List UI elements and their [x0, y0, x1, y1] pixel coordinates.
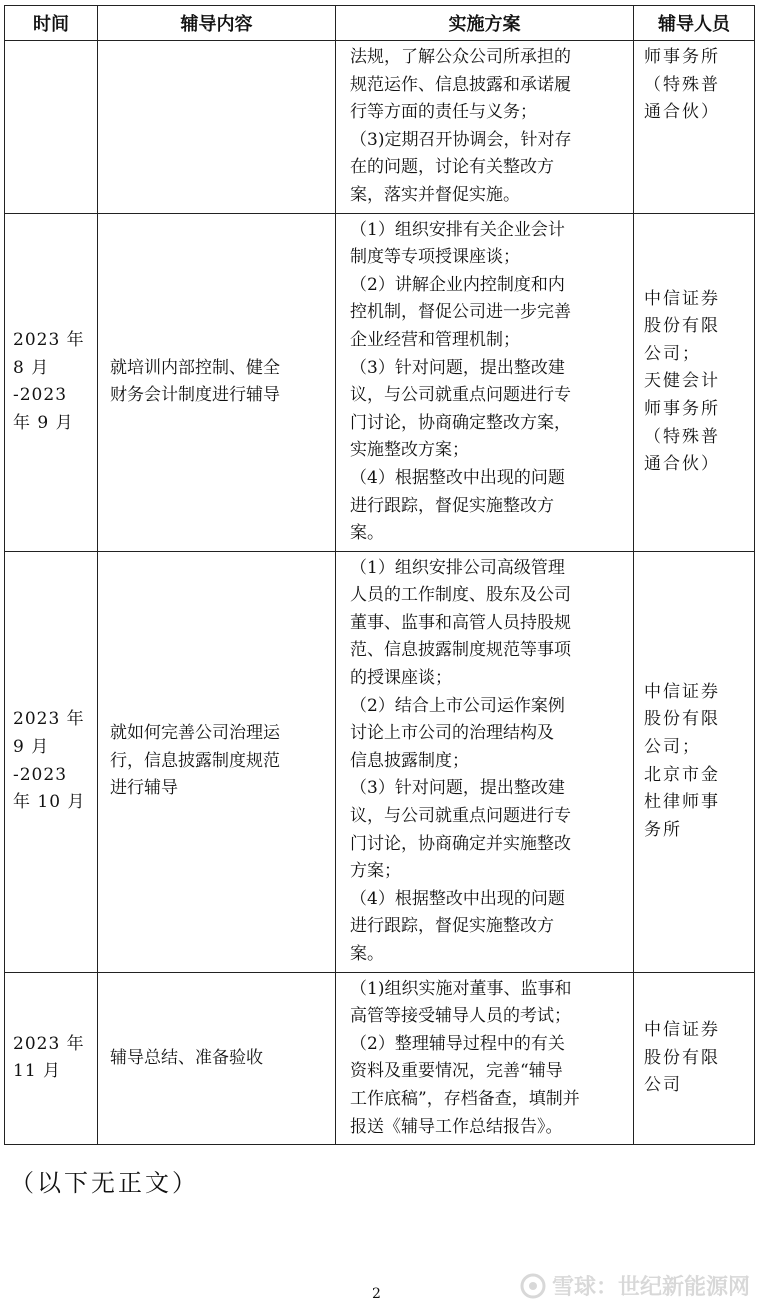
plan-line: 进行跟踪，督促实施整改方: [350, 916, 554, 937]
header-person: 辅导人员: [634, 6, 755, 41]
plan-line: （4）根据整改中出现的问题: [350, 467, 565, 488]
time-line: 8 月: [13, 357, 50, 378]
person-line: （特殊普: [644, 74, 720, 95]
cell-plan: [336, 41, 634, 214]
plan-line: 的授课座谈；: [350, 668, 452, 689]
header-time: 时间: [5, 6, 98, 41]
plan-line: （3）针对问题，提出整改建: [350, 357, 565, 378]
table-row: [5, 551, 755, 972]
person-line: 公司: [644, 1075, 682, 1096]
plan-line: 实施整改方案；: [350, 440, 469, 461]
plan-line: 进行跟踪，督促实施整改方: [350, 495, 554, 516]
table-row: [5, 41, 755, 214]
time-line: 2023 年: [13, 1033, 85, 1054]
plan-line: 规范运作、信息披露和承诺履: [350, 74, 571, 95]
cell-content: [98, 213, 336, 551]
content-line: 辅导总结、准备验收: [110, 1047, 263, 1068]
page-number: 2: [372, 1286, 381, 1302]
time-line: -2023: [13, 764, 68, 785]
cell-time: [5, 41, 98, 214]
watermark-text: 雪球：世纪新能源网: [552, 1275, 751, 1300]
plan-line: 门讨论，协商确定整改方案，: [350, 412, 571, 433]
plan-line: （2）讲解企业内控制度和内: [350, 274, 565, 295]
cell-content: [98, 551, 336, 972]
plan-line: （3)定期召开协调会，针对存: [350, 129, 572, 150]
time-line: 2023 年: [13, 709, 85, 730]
cell-time: [5, 213, 98, 551]
person-line: 师事务所: [644, 398, 720, 419]
person-line: 通合伙）: [644, 454, 720, 475]
cell-content: [98, 972, 336, 1145]
plan-line: 资料及重要情况，完善“辅导: [350, 1061, 563, 1082]
plan-line: 范、信息披露制度规范等事项: [350, 640, 571, 661]
plan-line: 讨论上市公司的治理结构及: [350, 723, 554, 744]
time-line: -2023: [13, 385, 68, 406]
plan-line: 议，与公司就重点问题进行专: [350, 806, 571, 827]
person-line: 天健会计: [644, 371, 720, 392]
content-line: 财务会计制度进行辅导: [110, 385, 280, 406]
content-line: 行，信息披露制度规范: [110, 750, 280, 771]
cell-content: [98, 41, 336, 214]
time-line: 9 月: [13, 737, 50, 758]
person-line: 杜律师事: [644, 792, 720, 813]
cell-person: [634, 972, 755, 1145]
plan-line: 控机制，督促公司进一步完善: [350, 302, 571, 323]
cell-plan: [336, 213, 634, 551]
plan-line: 在的问题，讨论有关整改方: [350, 157, 554, 178]
person-line: 股份有限: [644, 1047, 720, 1068]
person-line: 股份有限: [644, 709, 720, 730]
end-of-text-note: （以下无正文）: [10, 1169, 199, 1197]
person-line: 中信证券: [644, 681, 720, 702]
person-line: 中信证券: [644, 288, 720, 309]
plan-line: 法规，了解公众公司所承担的: [350, 47, 571, 67]
person-line: 务所: [644, 819, 682, 840]
person-line: 股份有限: [644, 316, 720, 337]
time-line: 2023 年: [13, 329, 85, 350]
table-row: [5, 972, 755, 1145]
plan-line: 门讨论，协商确定并实施整改: [350, 833, 571, 854]
cell-time: [5, 551, 98, 972]
cell-person: [634, 551, 755, 972]
plan-line: （1）组织安排公司高级管理: [350, 557, 565, 578]
person-line: 公司；: [644, 343, 701, 364]
person-line: （特殊普: [644, 426, 720, 447]
plan-line: 工作底稿”，存档备查，填制并: [350, 1088, 580, 1109]
plan-line: 董事、监事和高管人员持股规: [350, 612, 571, 633]
plan-line: 议，与公司就重点问题进行专: [350, 385, 571, 406]
header-plan: 实施方案: [336, 6, 634, 41]
table-row: [5, 213, 755, 551]
content-line: 进行辅导: [110, 778, 178, 799]
plan-line: （2）整理辅导过程中的有关: [350, 1033, 565, 1054]
person-line: 通合伙）: [644, 102, 720, 123]
cell-person: [634, 213, 755, 551]
plan-line: 报送《辅导工作总结报告》。: [350, 1116, 563, 1137]
time-line: 年 9 月: [13, 412, 74, 433]
person-line: 师事务所: [644, 47, 720, 67]
header-content: 辅导内容: [98, 6, 336, 41]
content-line: 就如何完善公司治理运: [110, 723, 280, 744]
content-line: 就培训内部控制、健全: [110, 357, 280, 378]
plan-line: 高管等接受辅导人员的考试；: [350, 1006, 571, 1027]
coaching-table: [4, 5, 755, 1145]
cell-plan: [336, 551, 634, 972]
plan-line: 企业经营和管理机制；: [350, 329, 520, 350]
snowball-logo-icon: [520, 1273, 546, 1299]
plan-line: 制度等专项授课座谈；: [350, 247, 520, 268]
table-header-row: [5, 6, 755, 41]
cell-person: [634, 41, 755, 214]
person-line: 中信证券: [644, 1019, 720, 1040]
cell-time: [5, 972, 98, 1145]
plan-line: 信息披露制度；: [350, 750, 469, 771]
plan-line: （4）根据整改中出现的问题: [350, 888, 565, 909]
plan-line: （2）结合上市公司运作案例: [350, 695, 565, 716]
plan-line: 案。: [350, 523, 384, 544]
plan-line: 行等方面的责任与义务；: [350, 102, 537, 123]
person-line: 公司；: [644, 737, 701, 758]
plan-line: （1)组织实施对董事、监事和: [350, 978, 572, 999]
plan-line: （3）针对问题，提出整改建: [350, 778, 565, 799]
watermark: [520, 1270, 750, 1301]
person-line: 北京市金: [644, 764, 720, 785]
plan-line: 案，落实并督促实施。: [350, 184, 520, 205]
time-line: 11 月: [13, 1061, 62, 1082]
plan-line: （1）组织安排有关企业会计: [350, 219, 565, 240]
cell-plan: [336, 972, 634, 1145]
plan-line: 方案；: [350, 861, 401, 882]
plan-line: 案。: [350, 944, 384, 964]
time-line: 年 10 月: [13, 792, 86, 813]
plan-line: 人员的工作制度、股东及公司: [350, 585, 571, 606]
